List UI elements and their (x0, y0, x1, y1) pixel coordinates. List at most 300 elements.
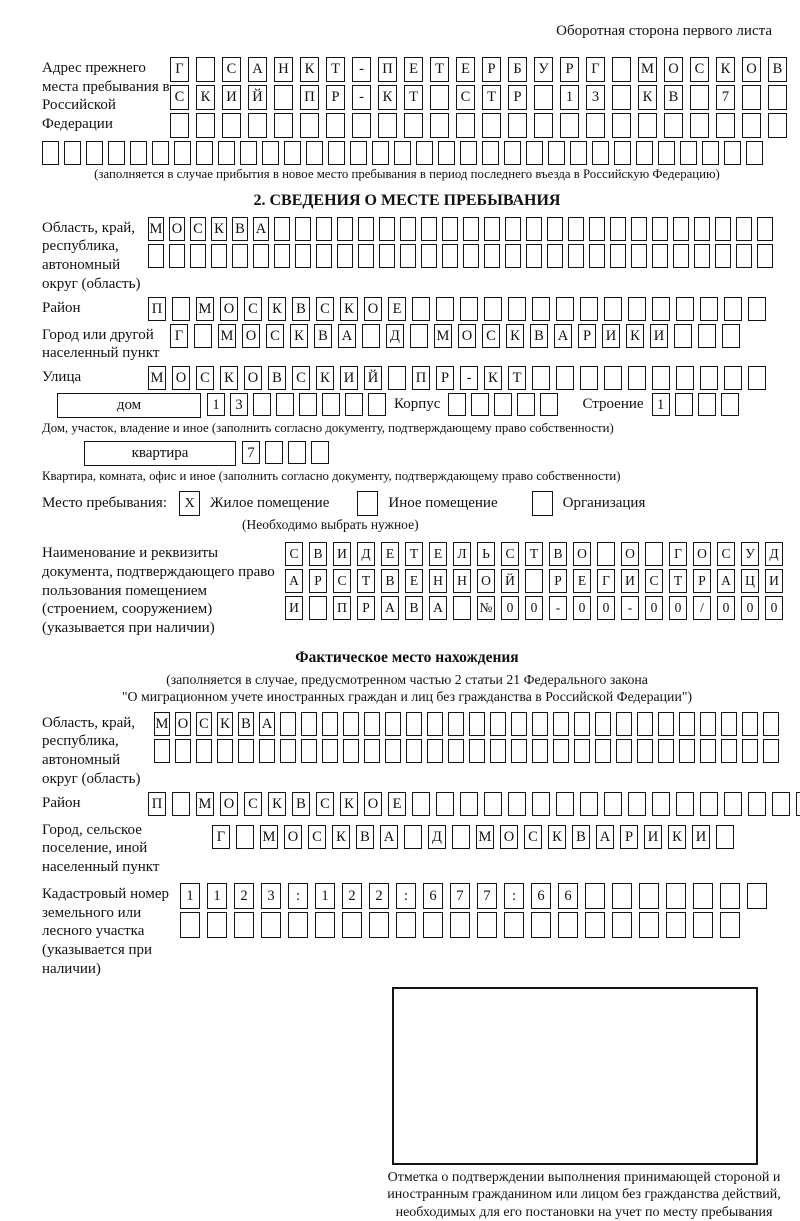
char-cell (482, 141, 499, 165)
kadastr-row-2 (180, 912, 767, 938)
char-cell: А (429, 596, 447, 620)
char-cell (694, 244, 710, 268)
fact-raion-block (42, 792, 772, 816)
ulitsa-block (42, 366, 772, 390)
char-cell (748, 792, 766, 816)
char-cell: 0 (573, 596, 591, 620)
char-cell: К (316, 366, 334, 390)
char-cell (196, 739, 212, 763)
char-cell (592, 141, 609, 165)
char-cell (700, 366, 718, 390)
fact-oblast-label: Область, край, республика, автономный округ (область) (42, 714, 141, 787)
dom-rect: дом (57, 393, 201, 418)
char-cell: К (268, 297, 286, 321)
char-cell (628, 297, 646, 321)
char-cell (253, 244, 269, 268)
char-cell: Д (357, 542, 375, 566)
char-cell: М (260, 825, 278, 849)
char-cell (715, 244, 731, 268)
char-cell: 3 (586, 85, 605, 110)
char-cell (721, 712, 737, 736)
char-cell: К (332, 825, 350, 849)
char-cell: О (664, 57, 683, 82)
char-cell (721, 739, 737, 763)
char-cell: У (534, 57, 553, 82)
char-cell (404, 825, 422, 849)
raion-row (148, 297, 766, 321)
char-cell: Ц (741, 569, 759, 593)
char-cell (757, 217, 773, 241)
char-cell: Г (597, 569, 615, 593)
char-cell (358, 217, 374, 241)
raion-label: Район (42, 299, 81, 316)
char-cell (442, 217, 458, 241)
char-cell (604, 792, 622, 816)
char-cell (450, 912, 470, 938)
char-cell: Е (404, 57, 423, 82)
fact-raion-row (148, 792, 800, 816)
char-cell (511, 739, 527, 763)
char-cell: Р (357, 596, 375, 620)
char-cell: Т (326, 57, 345, 82)
char-cell (504, 141, 521, 165)
fact-oblast-row-1 (154, 712, 779, 736)
char-cell: С (292, 366, 310, 390)
char-cell (421, 217, 437, 241)
char-cell (574, 739, 590, 763)
char-cell (722, 324, 740, 348)
char-cell: Е (456, 57, 475, 82)
char-cell (190, 244, 206, 268)
option-zhiloe-label: Жилое помещение (210, 495, 330, 512)
char-cell: В (664, 85, 683, 110)
char-cell: В (549, 542, 567, 566)
char-cell: К (716, 57, 735, 82)
char-cell (436, 792, 454, 816)
char-cell: Т (430, 57, 449, 82)
char-cell (700, 712, 716, 736)
char-cell (175, 739, 191, 763)
char-cell: : (504, 883, 524, 909)
char-cell (406, 712, 422, 736)
char-cell (742, 712, 758, 736)
char-cell (430, 85, 449, 110)
char-cell (604, 297, 622, 321)
ulitsa-label: Улица (42, 369, 82, 386)
char-cell (676, 792, 694, 816)
char-cell (482, 113, 501, 138)
char-cell (508, 113, 527, 138)
char-cell (526, 141, 543, 165)
char-cell: К (548, 825, 566, 849)
char-cell (484, 297, 502, 321)
char-cell (556, 792, 574, 816)
char-cell (658, 141, 675, 165)
char-cell: П (378, 57, 397, 82)
page (42, 22, 783, 1221)
kadastr-block (42, 883, 772, 979)
char-cell: Р (693, 569, 711, 593)
korpus-row (448, 393, 558, 416)
char-cell (652, 792, 670, 816)
char-cell: О (242, 324, 260, 348)
char-cell: Т (508, 366, 526, 390)
char-cell (222, 113, 241, 138)
char-cell: 0 (597, 596, 615, 620)
char-cell: И (602, 324, 620, 348)
char-cell: Е (381, 542, 399, 566)
char-cell: 6 (423, 883, 443, 909)
char-cell: М (154, 712, 170, 736)
char-cell: 3 (230, 393, 248, 416)
char-cell (639, 912, 659, 938)
char-cell: К (626, 324, 644, 348)
char-cell (595, 712, 611, 736)
char-cell (295, 244, 311, 268)
char-cell (218, 141, 235, 165)
char-cell: С (333, 569, 351, 593)
char-cell (410, 324, 428, 348)
char-cell (637, 739, 653, 763)
char-cell: 0 (765, 596, 783, 620)
char-cell: Г (669, 542, 687, 566)
char-cell: Й (501, 569, 519, 593)
char-cell (700, 792, 718, 816)
char-cell (540, 393, 558, 416)
char-cell (724, 297, 742, 321)
char-cell (265, 441, 283, 464)
char-cell: С (482, 324, 500, 348)
char-cell: Й (364, 366, 382, 390)
char-cell (180, 912, 200, 938)
oblast-rows (148, 217, 773, 268)
prev-address-rows (170, 57, 787, 138)
char-cell: В (309, 542, 327, 566)
prev-address-row-4 (42, 141, 772, 165)
char-cell (612, 57, 631, 82)
char-cell: О (477, 569, 495, 593)
char-cell (676, 297, 694, 321)
char-cell (526, 244, 542, 268)
fact-caption-2: "О миграционном учете иностранных граждан и лиц без гражданства в Российской Федерации") (121, 689, 693, 705)
char-cell: 1 (207, 393, 225, 416)
char-cell: Т (405, 542, 423, 566)
char-cell (274, 113, 293, 138)
char-cell (326, 113, 345, 138)
char-cell: 6 (558, 883, 578, 909)
document-label: Наименование и реквизиты документа, подтверждающего право пользования помещением (строением, сооружением) (указывается при наличии) (42, 545, 275, 637)
char-cell: И (692, 825, 710, 849)
char-cell: О (693, 542, 711, 566)
char-cell: К (290, 324, 308, 348)
char-cell (724, 141, 741, 165)
char-cell: О (172, 366, 190, 390)
char-cell (436, 297, 454, 321)
char-cell (534, 85, 553, 110)
char-cell (172, 792, 190, 816)
document-rows (285, 542, 783, 620)
char-cell: Е (573, 569, 591, 593)
char-cell: С (196, 366, 214, 390)
char-cell: 0 (741, 596, 759, 620)
char-cell (400, 244, 416, 268)
kvartira-rect: квартира (84, 441, 236, 466)
char-cell (673, 244, 689, 268)
char-cell (311, 441, 329, 464)
char-cell (261, 912, 281, 938)
char-cell: А (717, 569, 735, 593)
char-cell (295, 217, 311, 241)
char-cell (368, 393, 386, 416)
fact-raion-label: Район (42, 794, 81, 811)
oblast-row-2 (148, 244, 773, 268)
char-cell (471, 393, 489, 416)
char-cell: К (217, 712, 233, 736)
char-cell (796, 792, 800, 816)
fact-caption-1: (заполняется в случае, предусмотренном частью 2 статьи 21 Федерального закона (166, 672, 648, 688)
char-cell: М (196, 792, 214, 816)
char-cell: С (190, 217, 206, 241)
char-cell: М (148, 366, 166, 390)
char-cell (484, 217, 500, 241)
char-cell (328, 141, 345, 165)
char-cell (448, 712, 464, 736)
char-cell: Г (170, 57, 189, 82)
document-block (42, 542, 779, 638)
char-cell: А (380, 825, 398, 849)
char-cell (652, 244, 668, 268)
char-cell: К (378, 85, 397, 110)
char-cell: С (285, 542, 303, 566)
char-cell: Н (274, 57, 293, 82)
char-cell (742, 113, 761, 138)
char-cell: 1 (315, 883, 335, 909)
char-cell (301, 712, 317, 736)
char-cell: С (690, 57, 709, 82)
char-cell (416, 141, 433, 165)
char-cell: Р (549, 569, 567, 593)
char-cell: К (638, 85, 657, 110)
char-cell (720, 883, 740, 909)
char-cell (532, 792, 550, 816)
char-cell: С (196, 712, 212, 736)
char-cell (673, 217, 689, 241)
char-cell: : (396, 883, 416, 909)
char-cell (612, 912, 632, 938)
char-cell: Т (357, 569, 375, 593)
char-cell: Т (525, 542, 543, 566)
char-cell (394, 141, 411, 165)
char-cell (504, 912, 524, 938)
char-cell (580, 792, 598, 816)
document-row-3 (285, 596, 783, 620)
char-cell: К (340, 297, 358, 321)
char-cell: Е (405, 569, 423, 593)
char-cell (612, 85, 631, 110)
checkbox-inoe (357, 491, 378, 516)
char-cell (453, 596, 471, 620)
char-cell (240, 141, 257, 165)
kadastr-label: Кадастровый номер земельного или лесного участка (указывается при наличии) (42, 885, 169, 977)
char-cell (680, 141, 697, 165)
char-cell (631, 217, 647, 241)
char-cell (343, 712, 359, 736)
char-cell (385, 739, 401, 763)
char-cell (152, 141, 169, 165)
char-cell (595, 739, 611, 763)
char-cell (526, 217, 542, 241)
char-cell (172, 297, 190, 321)
char-cell (556, 366, 574, 390)
char-cell: М (638, 57, 657, 82)
char-cell (456, 113, 475, 138)
char-cell: Р (326, 85, 345, 110)
option-inoe-label: Иное помещение (388, 495, 498, 512)
char-cell (631, 244, 647, 268)
dom-number-row (207, 393, 386, 416)
char-cell: А (285, 569, 303, 593)
char-cell (645, 542, 663, 566)
char-cell (345, 393, 363, 416)
char-cell (494, 393, 512, 416)
char-cell: - (352, 85, 371, 110)
gorod-block (42, 324, 772, 364)
char-cell (747, 883, 767, 909)
char-cell (698, 393, 716, 416)
char-cell: В (292, 792, 310, 816)
char-cell (274, 217, 290, 241)
fact-oblast-block (42, 712, 772, 789)
char-cell: П (148, 792, 166, 816)
kvartira-row (242, 441, 329, 464)
char-cell: М (218, 324, 236, 348)
char-cell: С (244, 792, 262, 816)
stroenie-label: Строение (582, 396, 644, 413)
char-cell (574, 712, 590, 736)
char-cell (628, 366, 646, 390)
mesto-label: Место пребывания: (42, 495, 167, 512)
char-cell: Е (429, 542, 447, 566)
char-cell (236, 825, 254, 849)
kvartira-block (42, 441, 772, 466)
char-cell (406, 739, 422, 763)
char-cell (385, 712, 401, 736)
char-cell: № (477, 596, 495, 620)
char-cell: Р (560, 57, 579, 82)
char-cell (379, 244, 395, 268)
char-cell (679, 712, 695, 736)
char-cell (322, 712, 338, 736)
char-cell (169, 244, 185, 268)
char-cell (748, 366, 766, 390)
prev-address-row-1 (170, 57, 787, 82)
char-cell: А (248, 57, 267, 82)
char-cell (484, 244, 500, 268)
korpus-label: Корпус (394, 396, 441, 413)
section2-heading: 2. СВЕДЕНИЯ О МЕСТЕ ПРЕБЫВАНИЯ (253, 191, 561, 209)
char-cell (664, 113, 683, 138)
char-cell (716, 113, 735, 138)
char-cell (194, 324, 212, 348)
char-cell: С (524, 825, 542, 849)
char-cell: Ь (477, 542, 495, 566)
gorod-row (170, 324, 740, 348)
char-cell: 7 (477, 883, 497, 909)
char-cell: В (768, 57, 787, 82)
char-cell (666, 912, 686, 938)
char-cell (288, 441, 306, 464)
dom-block (42, 393, 772, 418)
char-cell (772, 792, 790, 816)
ulitsa-row (148, 366, 766, 390)
char-cell (531, 912, 551, 938)
document-row-2 (285, 569, 783, 593)
char-cell (170, 113, 189, 138)
char-cell: Й (248, 85, 267, 110)
char-cell (350, 141, 367, 165)
char-cell (690, 113, 709, 138)
char-cell (637, 712, 653, 736)
char-cell (658, 739, 674, 763)
char-cell (379, 217, 395, 241)
char-cell (508, 792, 526, 816)
char-cell: Л (453, 542, 471, 566)
char-cell: О (175, 712, 191, 736)
char-cell: 0 (717, 596, 735, 620)
char-cell (316, 244, 332, 268)
char-cell: - (352, 57, 371, 82)
char-cell (639, 883, 659, 909)
char-cell (736, 244, 752, 268)
char-cell (763, 712, 779, 736)
char-cell: 2 (234, 883, 254, 909)
char-cell: Е (388, 297, 406, 321)
char-cell (352, 113, 371, 138)
char-cell (560, 113, 579, 138)
option-organizaciya-label: Организация (562, 495, 646, 512)
char-cell (207, 912, 227, 938)
char-cell (690, 85, 709, 110)
char-cell (322, 393, 340, 416)
char-cell (505, 217, 521, 241)
char-cell: / (693, 596, 711, 620)
char-cell: И (765, 569, 783, 593)
char-cell (211, 244, 227, 268)
char-cell: У (741, 542, 759, 566)
char-cell (505, 244, 521, 268)
char-cell: В (530, 324, 548, 348)
char-cell (421, 244, 437, 268)
char-cell (700, 739, 716, 763)
char-cell (490, 712, 506, 736)
char-cell (570, 141, 587, 165)
char-cell: Р (620, 825, 638, 849)
char-cell: Е (388, 792, 406, 816)
char-cell (412, 792, 430, 816)
char-cell (604, 366, 622, 390)
char-cell (442, 244, 458, 268)
char-cell (568, 244, 584, 268)
char-cell: О (244, 366, 262, 390)
page-side-note: Оборотная сторона первого листа (556, 23, 772, 39)
char-cell: В (314, 324, 332, 348)
char-cell (612, 883, 632, 909)
char-cell: В (238, 712, 254, 736)
prev-address-block (42, 57, 783, 138)
char-cell (460, 792, 478, 816)
char-cell (369, 912, 389, 938)
char-cell: - (621, 596, 639, 620)
